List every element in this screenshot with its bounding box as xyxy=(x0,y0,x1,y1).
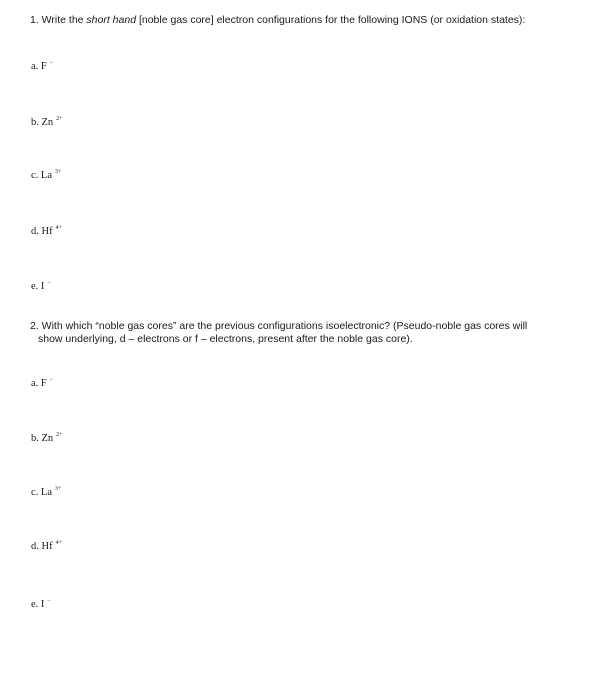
list2-item-d xyxy=(31,537,62,553)
list1-item-e xyxy=(31,277,51,293)
ion-symbol: F xyxy=(40,378,47,389)
ion-symbol: Hf xyxy=(41,226,53,237)
ion-symbol: Hf xyxy=(41,541,53,552)
question-2 xyxy=(30,320,590,346)
ion-charge: 4+ xyxy=(55,540,62,546)
ion-charge: 2+ xyxy=(56,432,63,438)
ion-symbol: F xyxy=(40,61,47,72)
ion-symbol: La xyxy=(40,170,52,181)
question-2-line-2: show underlying, d – electrons or f – electrons, present after the noble gas core). xyxy=(38,333,413,345)
list2-item-e xyxy=(31,595,51,611)
ion-charge: 3+ xyxy=(55,169,62,175)
ion-symbol: I xyxy=(40,599,45,610)
item-label: d. xyxy=(31,541,39,552)
ion-charge: − xyxy=(49,377,54,383)
ion-symbol: I xyxy=(40,281,45,292)
ion-charge: − xyxy=(47,598,51,604)
list1-item-d xyxy=(31,222,62,238)
item-label: c. xyxy=(31,487,39,498)
ion-charge: − xyxy=(49,60,54,66)
item-label: a. xyxy=(31,378,39,389)
question-1-text-pre: 1. Write the xyxy=(30,14,87,26)
ion-charge: 2+ xyxy=(56,116,63,122)
ion-charge: 3+ xyxy=(55,486,62,492)
list2-item-b xyxy=(31,429,63,445)
list1-item-a xyxy=(31,57,53,73)
item-label: a. xyxy=(31,61,39,72)
list2-item-a xyxy=(31,374,53,390)
list1-item-c xyxy=(31,166,61,182)
question-1 xyxy=(30,14,590,27)
item-label: e. xyxy=(31,599,39,610)
item-label: d. xyxy=(31,226,39,237)
item-label: b. xyxy=(31,433,39,444)
question-2-line-1: 2. With which “noble gas cores” are the previous configurations isoelectronic? (Pseudo-noble gas cores will xyxy=(30,320,528,332)
ion-symbol: La xyxy=(40,487,52,498)
item-label: e. xyxy=(31,281,39,292)
item-label: c. xyxy=(31,170,39,181)
ion-charge: 4+ xyxy=(55,225,62,231)
ion-symbol: Zn xyxy=(41,433,54,444)
list2-item-c xyxy=(31,483,61,499)
item-label: b. xyxy=(31,117,39,128)
ion-charge: − xyxy=(47,280,51,286)
ion-symbol: Zn xyxy=(41,117,54,128)
question-1-text-post: [noble gas core] electron configurations for the following IONS (or oxidation states): xyxy=(136,14,526,26)
question-1-emphasis: short hand xyxy=(86,14,137,26)
list1-item-b xyxy=(31,113,63,129)
